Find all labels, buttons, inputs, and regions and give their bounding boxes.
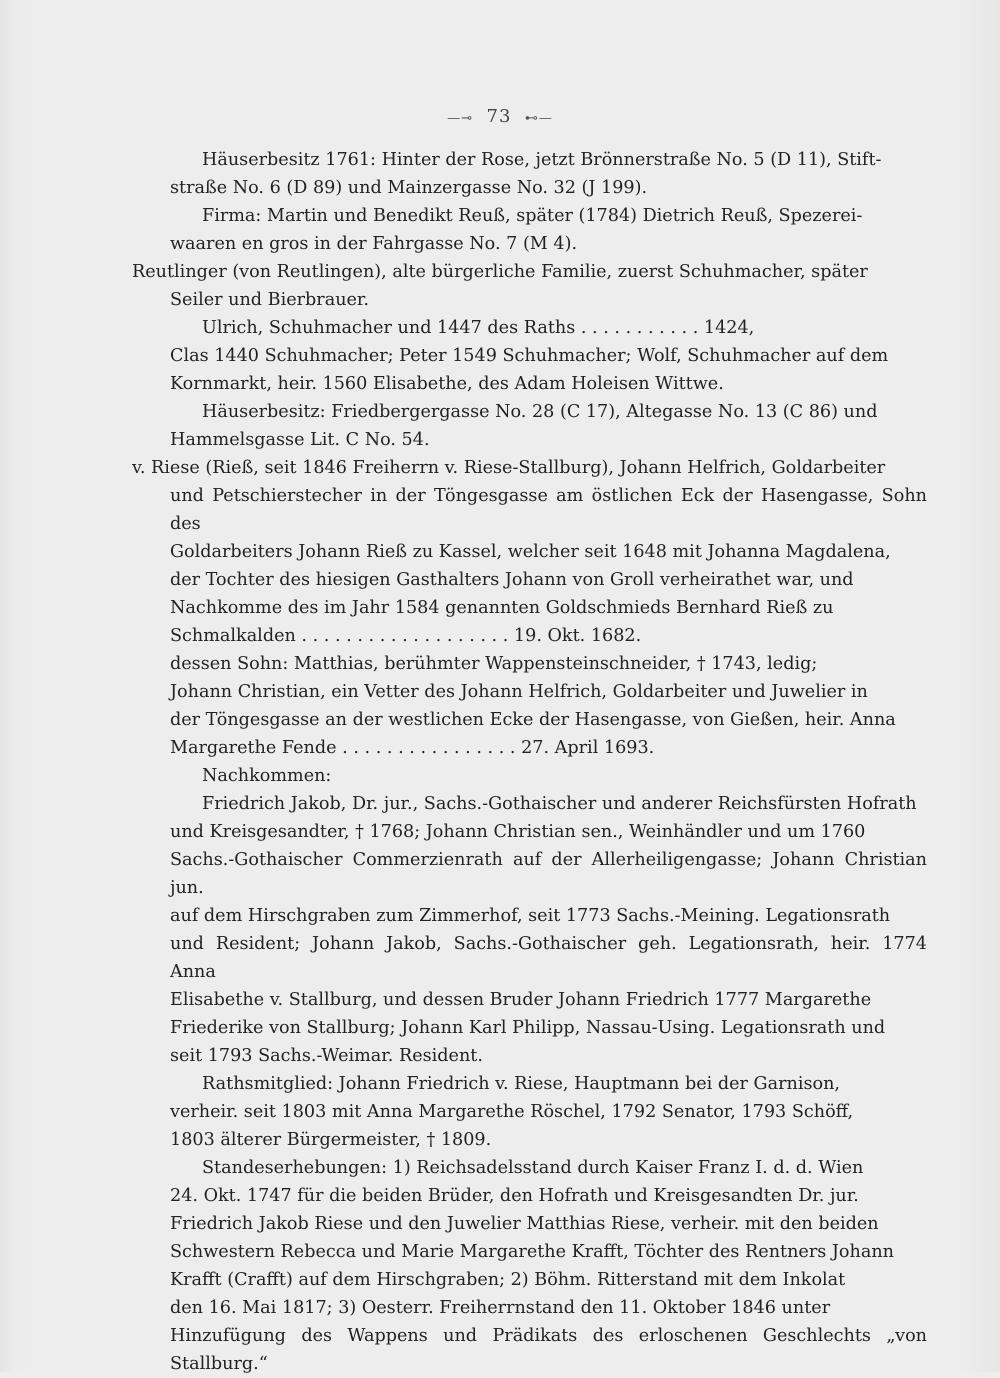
text-line: Standeserhebungen: 1) Reichsadelsstand durch Kaiser Franz I. d. d. Wien — [202, 1158, 864, 1178]
text-line: den 16. Mai 1817; 3) Oesterr. Freiherrnstand den 11. Oktober 1846 unter — [170, 1298, 831, 1318]
text-line: Hammelsgasse Lit. C No. 54. — [170, 430, 430, 450]
text-line: Friedrich Jakob Riese und den Juwelier Matthias Riese, verheir. mit den beiden — [170, 1214, 879, 1234]
text-line: Schwestern Rebecca und Marie Margarethe Krafft, Töchter des Rentners Johann — [170, 1242, 895, 1262]
text-line: verheir. seit 1803 mit Anna Margarethe Röschel, 1792 Senator, 1793 Schöff, — [170, 1102, 854, 1122]
text-line: und Kreisgesandter, † 1768; Johann Christian sen., Weinhändler und um 1760 — [170, 822, 866, 842]
text-line: Elisabethe v. Stallburg, und dessen Bruder Johann Friedrich 1777 Margarethe — [170, 990, 872, 1010]
text-line: Nachkommen: — [202, 766, 332, 786]
text-line: Krafft (Crafft) auf dem Hirschgraben; 2) Böhm. Ritterstand mit dem Inkolat — [170, 1270, 846, 1290]
text-line: Rathsmitglied: Johann Friedrich v. Riese, Hauptmann bei der Garnison, — [202, 1074, 841, 1094]
text-line: Schmalkalden . . . . . . . . . . . . . . . . . . . 19. Okt. 1682. — [170, 626, 642, 646]
body-text — [132, 146, 927, 1378]
page-header — [0, 106, 1000, 127]
text-line: Häuserbesitz: Friedbergergasse No. 28 (C 17), Altegasse No. 13 (C 86) und — [202, 402, 878, 422]
text-line: Seiler und Bierbrauer. — [170, 290, 370, 310]
text-line: seit 1793 Sachs.-Weimar. Resident. — [170, 1046, 483, 1066]
text-line: Margarethe Fende . . . . . . . . . . . . . . . . 27. April 1693. — [170, 738, 655, 758]
text-line: Friedrich Jakob, Dr. jur., Sachs.-Gothaischer und anderer Reichsfürsten Hofrath — [202, 794, 917, 814]
text-line: waaren en gros in der Fahrgasse No. 7 (M 4). — [170, 234, 578, 254]
text-line: Goldarbeiters Johann Rieß zu Kassel, welcher seit 1648 mit Johanna Magdalena, — [170, 542, 891, 562]
text-line: der Töngesgasse an der westlichen Ecke der Hasengasse, von Gießen, heir. Anna — [170, 710, 896, 730]
text-line: Firma: Martin und Benedikt Reuß, später (1784) Dietrich Reuß, Spezerei- — [202, 206, 863, 226]
text-line: auf dem Hirschgraben zum Zimmerhof, seit 1773 Sachs.-Meining. Legationsrath — [170, 906, 891, 926]
text-line: und Resident; Johann Jakob, Sachs.-Gothaischer geh. Legationsrath, heir. 1774 Anna — [170, 934, 927, 982]
text-line: Sachs.-Gothaischer Commerzienrath auf der Allerheiligengasse; Johann Christian jun. — [170, 850, 927, 898]
text-line: Johann Christian, ein Vetter des Johann Helfrich, Goldarbeiter und Juwelier in — [170, 682, 868, 702]
text-line: Clas 1440 Schuhmacher; Peter 1549 Schuhmacher; Wolf, Schuhmacher auf dem — [170, 346, 889, 366]
text-line: Kornmarkt, heir. 1560 Elisabethe, des Adam Holeisen Wittwe. — [170, 374, 724, 394]
text-line: der Tochter des hiesigen Gasthalters Johann von Groll verheirathet war, und — [170, 570, 854, 590]
text-line: straße No. 6 (D 89) und Mainzergasse No. 32 (J 199). — [170, 178, 648, 198]
text-line: Häuserbesitz 1761: Hinter der Rose, jetzt Brönnerstraße No. 5 (D 11), Stift- — [202, 150, 882, 170]
text-line: Nachkomme des im Jahr 1584 genannten Goldschmieds Bernhard Rieß zu — [170, 598, 834, 618]
text-line: v. Riese (Rieß, seit 1846 Freiherrn v. Riese-Stallburg), Johann Helfrich, Goldarbeiter — [132, 458, 886, 478]
text-line: Hinzufügung des Wappens und Prädikats des erloschenen Geschlechts „von Stallburg.“ — [170, 1326, 927, 1374]
text-line: dessen Sohn: Matthias, berühmter Wappensteinschneider, † 1743, ledig; — [170, 654, 818, 674]
text-line: Reutlinger (von Reutlingen), alte bürgerliche Familie, zuerst Schuhmacher, später — [132, 262, 868, 282]
header-ornament-left: —⊸ — [447, 111, 474, 126]
header-ornament-right: ⊷— — [524, 111, 553, 126]
text-line: 1803 älterer Bürgermeister, † 1809. — [170, 1130, 492, 1150]
text-line: und Petschierstecher in der Töngesgasse am östlichen Eck der Hasengasse, Sohn des — [170, 486, 927, 534]
text-line: Friederike von Stallburg; Johann Karl Philipp, Nassau-Using. Legationsrath und — [170, 1018, 886, 1038]
page-number: 73 — [486, 106, 512, 127]
text-line: Ulrich, Schuhmacher und 1447 des Raths . . . . . . . . . . . 1424, — [202, 318, 755, 338]
text-line: 24. Okt. 1747 für die beiden Brüder, den Hofrath und Kreisgesandten Dr. jur. — [170, 1186, 859, 1206]
